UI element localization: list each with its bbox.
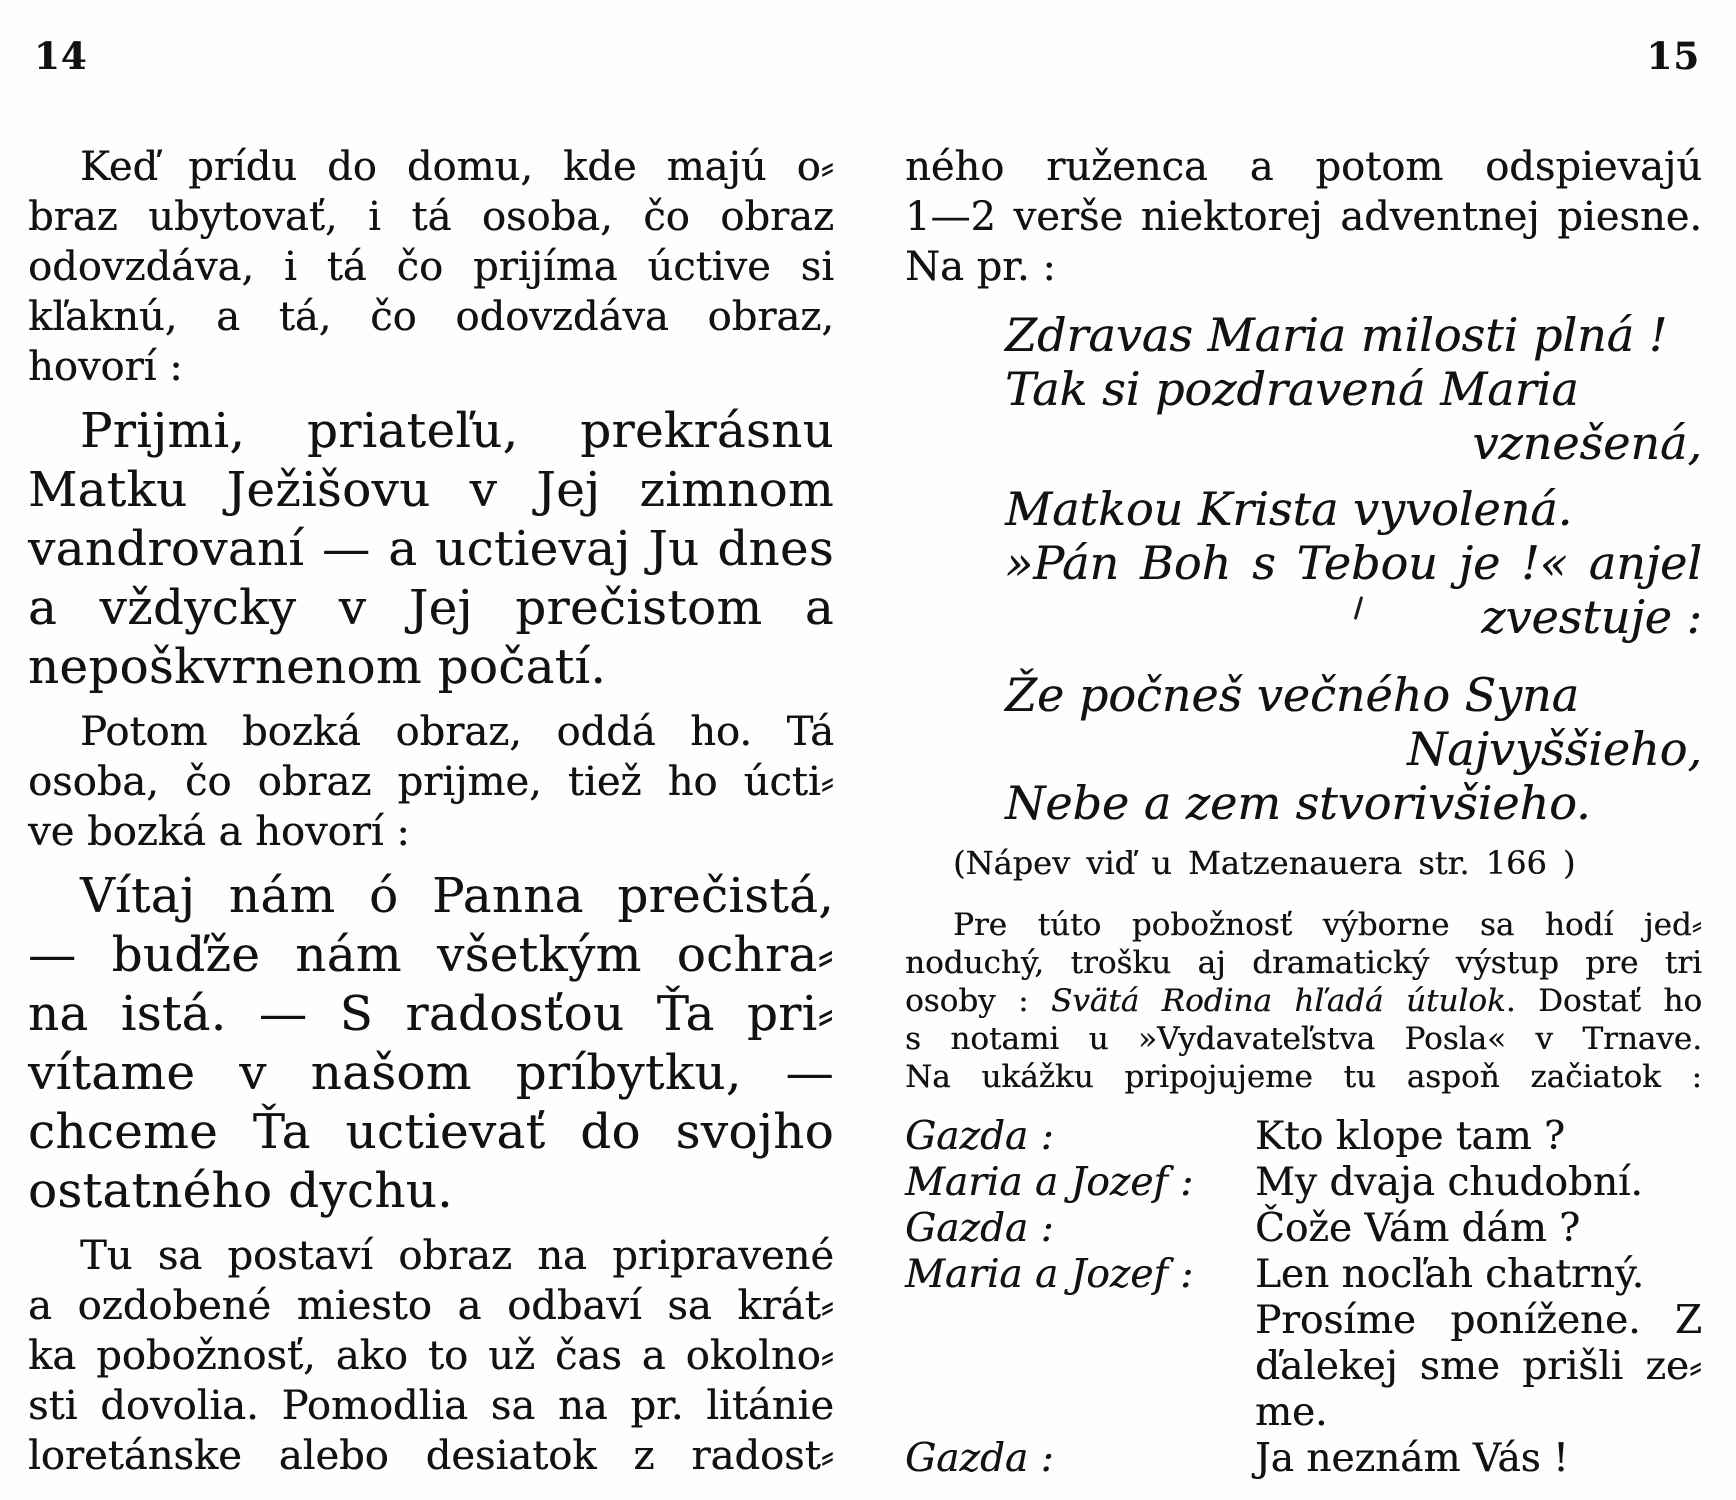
paragraph-potom-bozka (28, 707, 834, 857)
verse-line: »Pán Boh s Tebou je !« anjel (1005, 536, 1702, 590)
page-number-left: 14 (34, 34, 88, 78)
text-line: odovzdáva, i tá čo prijíma úctive si (28, 244, 834, 290)
prayer-prijmi (28, 402, 834, 697)
text-line: Potom bozká obraz, oddá ho. Tá (80, 709, 834, 755)
text-line: Vítaj nám ó Panna prečistá, (80, 868, 834, 924)
verse-line: vznešená, (1472, 416, 1702, 470)
verse-line: Zdravas Maria milosti plná ! (1005, 308, 1668, 362)
page-14 (28, 0, 834, 1481)
text-line: Matku Ježišovu v Jej zimnom (28, 462, 834, 518)
text-line: noduchý, trošku aj dramatický výstup pre tri (905, 945, 1702, 981)
speech-line: Len nocľah chatrný. (1255, 1252, 1645, 1297)
text-line: sti dovolia. Pomodlia sa na pr. litánie (28, 1383, 834, 1429)
speech (1255, 1436, 1702, 1482)
verse-line: Nebe a zem stvorivšieho. (1005, 776, 1591, 830)
speech-line: Čože Vám dám ? (1255, 1206, 1581, 1251)
paragraph-tu-sa-postavi (28, 1231, 834, 1481)
dialogue-row (905, 1160, 1702, 1206)
speaker-label: Gazda : (905, 1436, 1054, 1481)
page-14-content (28, 0, 834, 1481)
text-line: na istá. — S radosťou Ťa pri⸗ (28, 986, 834, 1042)
speaker-label: Maria a Jozef : (905, 1252, 1194, 1297)
text-line: chceme Ťa uctievať do svojho (28, 1104, 834, 1160)
paragraph-ked-pridu (28, 142, 834, 392)
speech-line: Kto klope tam ? (1255, 1114, 1565, 1159)
text-fragment: . Dostať ho (1505, 983, 1703, 1019)
melody-reference: (Nápev viď u Matzenauera str. 166 ) (953, 844, 1576, 882)
text-line: ostatného dychu. (28, 1163, 453, 1219)
text-line (905, 982, 1702, 1020)
text-line: Na pr. : (905, 244, 1056, 290)
speech-line: Prosíme ponížene. Z (1255, 1298, 1702, 1343)
verse-line: Že počneš večného Syna (1005, 668, 1580, 722)
text-line: ka pobožnosť, ako to už čas a okolno⸗ (28, 1333, 834, 1379)
dialogue-row (905, 1252, 1702, 1436)
dialogue-row (905, 1206, 1702, 1252)
dialogue-block (905, 1114, 1702, 1482)
dialogue-row (905, 1114, 1702, 1160)
text-line: ve bozká a hovorí : (28, 809, 410, 855)
text-line: loretánske alebo desiatok z radost⸗ (28, 1433, 834, 1479)
speaker-label: Gazda : (905, 1206, 1054, 1251)
note-paragraph (905, 906, 1702, 1096)
text-line: ného ruženca a potom odspievajú (905, 144, 1702, 190)
text-line: kľaknú, a tá, čo odovzdáva obraz, (28, 294, 834, 340)
text-line: hovorí : (28, 344, 183, 390)
text-line: — buďže nám všetkým ochra⸗ (28, 927, 834, 983)
speech (1255, 1206, 1702, 1252)
text-line: vandrovaní — a uctievaj Ju dnes (28, 521, 834, 577)
text-line: Keď prídu do domu, kde majú o⸗ (80, 144, 834, 190)
text-line: Prijmi, priateľu, prekrásnu (80, 403, 834, 459)
speaker-label: Maria a Jozef : (905, 1160, 1194, 1205)
speech (1255, 1160, 1702, 1206)
page-15-content (905, 0, 1702, 1482)
paragraph-neho-ruzenca (905, 142, 1702, 292)
verse-line: Tak si pozdravená Maria (1005, 362, 1579, 416)
verse-line: Matkou Krista vyvolená. (1005, 482, 1573, 536)
speaker-label: Gazda : (905, 1114, 1054, 1159)
text-line: Na ukážku pripojujeme tu aspoň začiatok : (905, 1059, 1702, 1095)
text-line: Pre túto pobožnosť výborne sa hodí jed⸗ (953, 907, 1702, 943)
speech-line: me. (1255, 1390, 1328, 1435)
verse-line: Najvyššieho, (1406, 722, 1702, 776)
speech-line: Ja neznám Vás ! (1255, 1436, 1569, 1481)
text-line: a vždycky v Jej prečistom a (28, 580, 834, 636)
speech (1255, 1252, 1702, 1436)
verse-line: zvestuje : (1481, 590, 1702, 644)
text-line: osoba, čo obraz prijme, tiež ho úcti⸗ (28, 759, 834, 805)
text-line: 1—2 verše niektorej adventnej piesne. (905, 194, 1702, 240)
advent-song-verse (905, 308, 1702, 830)
text-line: vítame v našom príbytku, — (28, 1045, 834, 1101)
dialogue-row (905, 1436, 1702, 1482)
prayer-vitaj (28, 867, 834, 1221)
text-line: Tu sa postaví obraz na pripravené (80, 1233, 834, 1279)
text-line: s notami u »Vydavateľstva Posla« v Trnave. (905, 1021, 1702, 1057)
text-fragment: osoby : (905, 983, 1051, 1019)
speech (1255, 1114, 1702, 1160)
text-line: a ozdobené miesto a odbaví sa krát⸗ (28, 1283, 834, 1329)
play-title: Svätá Rodina hľadá útulok (1051, 983, 1506, 1019)
speech-line: My dvaja chudobní. (1255, 1160, 1643, 1205)
page-number-right: 15 (1646, 34, 1700, 78)
speech-line: ďalekej sme prišli ze⸗ (1255, 1344, 1702, 1389)
page-15 (905, 0, 1702, 1482)
text-line: braz ubytovať, i tá osoba, čo obraz (28, 194, 834, 240)
text-line: nepoškvrnenom počatí. (28, 639, 607, 695)
